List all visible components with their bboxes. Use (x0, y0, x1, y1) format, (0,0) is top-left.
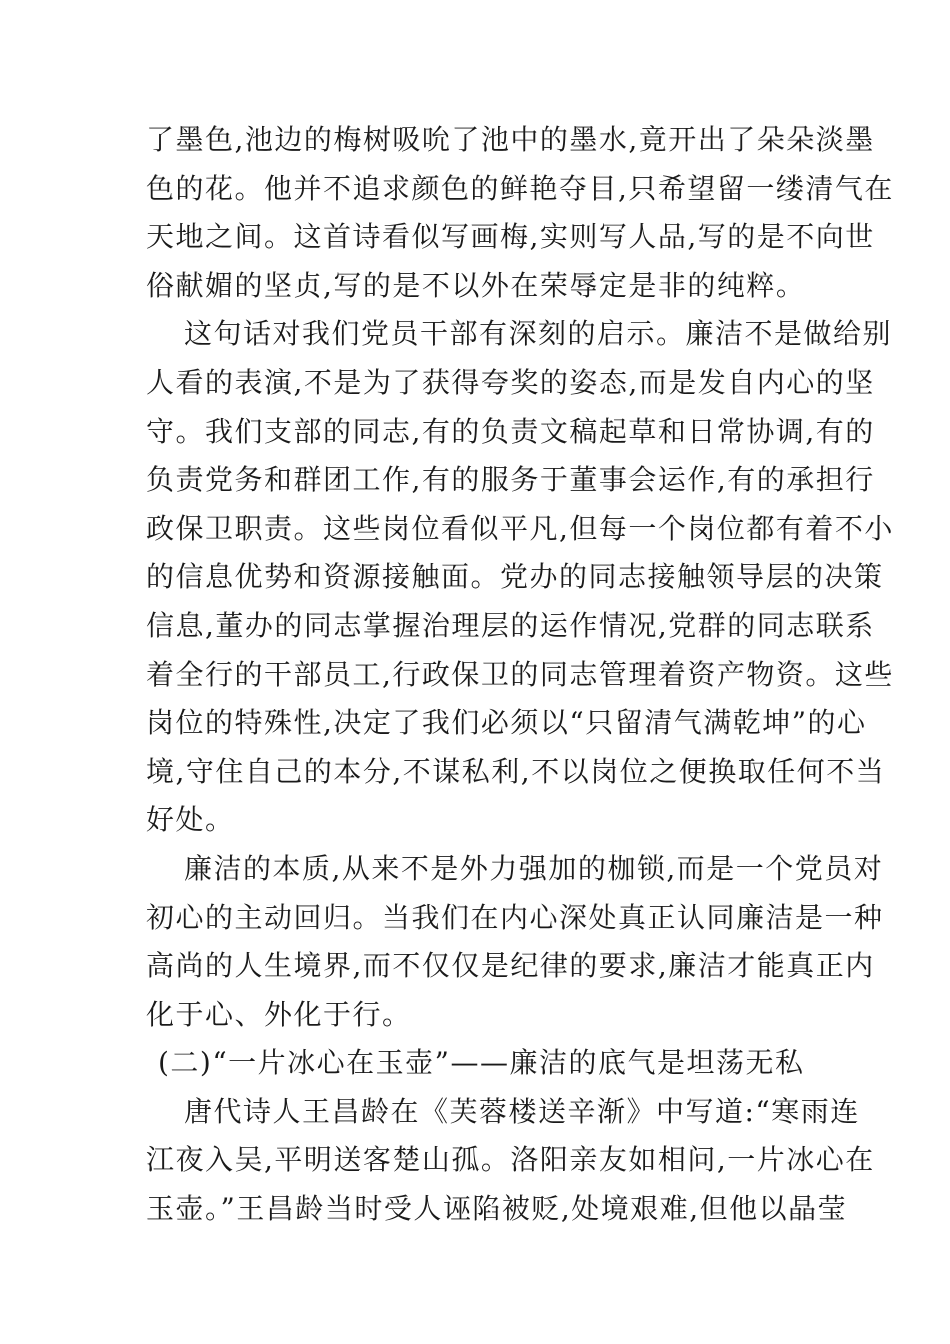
text-line: 高尚的人生境界,而不仅仅是纪律的要求,廉洁才能真正内 (146, 949, 875, 983)
text-line: 信息,董办的同志掌握治理层的运作情况,党群的同志联系 (146, 608, 875, 642)
text-line: 岗位的特殊性,决定了我们必须以“只留清气满乾坤”的心 (146, 706, 867, 740)
paragraph-party-cadres (146, 310, 894, 845)
text-line: 的信息优势和资源接触面。党办的同志接触领导层的决策 (146, 560, 884, 594)
paragraph-integrity-essence (146, 845, 884, 1039)
text-line: 江夜入吴,平明送客楚山孤。洛阳亲友如相问,一片冰心在 (146, 1143, 875, 1177)
text-line: 廉洁的本质,从来不是外力强加的枷锁,而是一个党员对 (184, 851, 884, 885)
text-line: 境,守住自己的本分,不谋私利,不以岗位之便换取任何不当 (146, 754, 886, 788)
text-line: 了墨色,池边的梅树吸吮了池中的墨水,竟开出了朵朵淡墨 (146, 123, 875, 156)
section-heading (146, 1039, 806, 1088)
paragraph-wang-changling (146, 1088, 875, 1234)
text-line: 俗献媚的坚贞,写的是不以外在荣辱定是非的纯粹。 (146, 268, 806, 302)
text-line: 守。我们支部的同志,有的负责文稿起草和日常协调,有的 (146, 414, 875, 448)
text-line: 负责党务和群团工作,有的服务于董事会运作,有的承担行 (146, 463, 875, 497)
text-line: 唐代诗人王昌龄在《芙蓉楼送辛渐》中写道:“寒雨连 (184, 1094, 860, 1128)
document-body (146, 116, 894, 1234)
text-line: 玉壶。”王昌龄当时受人诬陷被贬,处境艰难,但他以晶莹 (146, 1192, 848, 1226)
text-line: 色的花。他并不追求颜色的鲜艳夺目,只希望留一缕清气在 (146, 171, 894, 205)
text-line: 初心的主动回归。当我们在内心深处真正认同廉洁是一种 (146, 900, 884, 934)
text-line: 化于心、外化于行。 (146, 997, 412, 1031)
text-line: 着全行的干部员工,行政保卫的同志管理着资产物资。这些 (146, 657, 894, 691)
paragraph-plum-ink (146, 116, 894, 310)
text-line: 好处。 (146, 803, 235, 837)
section-heading-text: (二)“一片冰心在玉壶”——廉洁的底气是坦荡无私 (158, 1046, 805, 1080)
text-line: 政保卫职责。这些岗位看似平凡,但每一个岗位都有着不小 (146, 511, 894, 545)
text-line: 人看的表演,不是为了获得夸奖的姿态,而是发自内心的坚 (146, 365, 875, 399)
text-line: 天地之间。这首诗看似写画梅,实则写人品,写的是不向世 (146, 220, 875, 254)
text-line: 这句话对我们党员干部有深刻的启示。廉洁不是做给别 (184, 317, 893, 351)
